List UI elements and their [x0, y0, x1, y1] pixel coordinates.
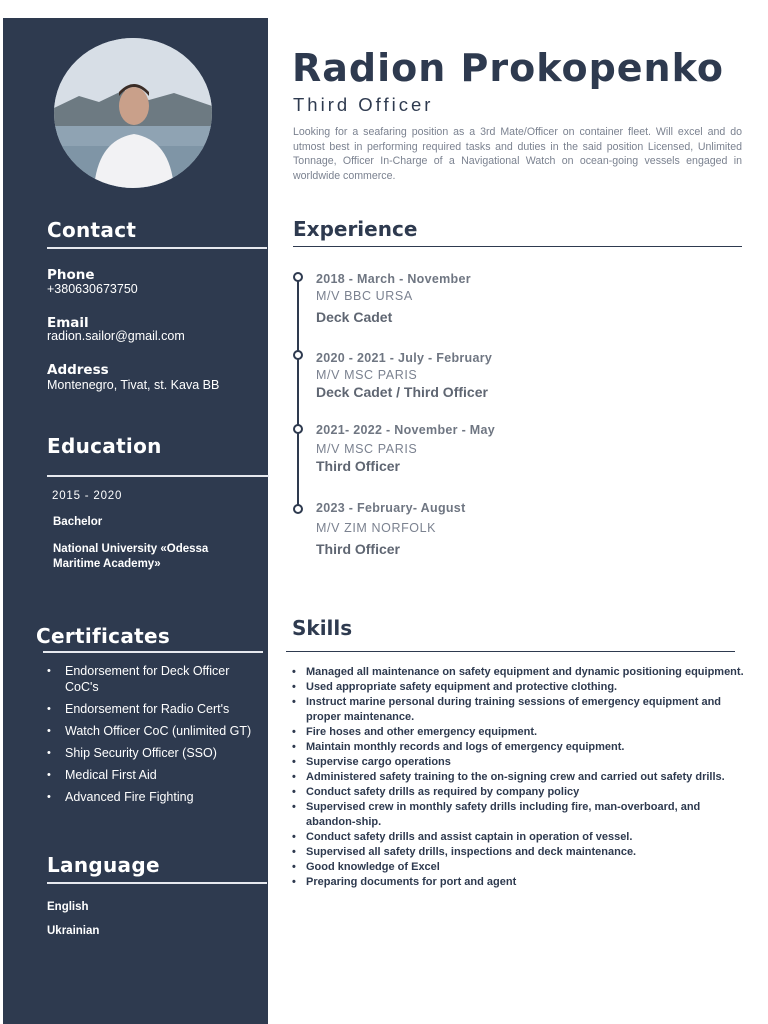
- timeline-dot: [293, 350, 303, 360]
- language-item: Ukrainian: [47, 925, 100, 937]
- skill-item: • Supervised all safety drills, inspections and deck maintenance.: [292, 845, 744, 860]
- experience-ship: M/V MSC PARIS: [316, 368, 418, 382]
- certificates-heading: Certificates: [36, 624, 171, 648]
- address-label: Address: [47, 362, 109, 378]
- experience-heading: Experience: [293, 217, 418, 241]
- skills-divider: [286, 651, 735, 652]
- skill-item: • Good knowledge of Excel: [292, 860, 744, 875]
- email-label: Email: [47, 315, 89, 331]
- certificate-item: • Watch Officer CoC (unlimited GT): [47, 723, 257, 739]
- certificate-item: • Advanced Fire Fighting: [47, 789, 257, 805]
- skill-item: • Fire hoses and other emergency equipment.: [292, 725, 744, 740]
- timeline-dot: [293, 504, 303, 514]
- skill-item: • Preparing documents for port and agent: [292, 875, 744, 890]
- contact-divider: [47, 247, 267, 249]
- skill-item: • Maintain monthly records and logs of emergency equipment.: [292, 740, 744, 755]
- education-school: National University «Odessa Maritime Academy»: [53, 543, 209, 570]
- experience-divider: [293, 246, 742, 247]
- skill-item: • Managed all maintenance on safety equipment and dynamic positioning equipment.: [292, 665, 744, 680]
- experience-date: 2020 - 2021 - July - February: [316, 351, 493, 365]
- phone-value[interactable]: +380630673750: [47, 282, 138, 296]
- education-heading: Education: [47, 434, 162, 458]
- experience-title: Third Officer: [316, 541, 401, 557]
- education-degree: Bachelor: [53, 516, 103, 528]
- experience-title: Deck Cadet: [316, 309, 393, 325]
- skills-list: [292, 665, 744, 890]
- education-divider: [47, 475, 269, 477]
- skill-item: • Supervise cargo operations: [292, 755, 744, 770]
- skill-item: • Used appropriate safety equipment and protective clothing.: [292, 680, 744, 695]
- skill-item: • Administered safety training to the on-signing crew and carried out safety drills.: [292, 770, 744, 785]
- contact-heading: Contact: [47, 218, 137, 242]
- experience-title: Deck Cadet / Third Officer: [316, 384, 488, 400]
- experience-date: 2018 - March - November: [316, 272, 471, 286]
- experience-title: Third Officer: [316, 458, 401, 474]
- certificate-item: • Endorsement for Radio Cert's: [47, 701, 257, 717]
- certificate-item: • Endorsement for Deck Officer CoC's: [47, 663, 257, 695]
- profile-photo: [54, 38, 212, 188]
- timeline-dot: [293, 272, 303, 282]
- full-name: Radion Prokopenko: [292, 46, 724, 90]
- phone-label: Phone: [47, 267, 95, 283]
- timeline-dot: [293, 424, 303, 434]
- language-item: English: [47, 901, 89, 913]
- sidebar: [3, 18, 268, 1024]
- experience-date: 2021- 2022 - November - May: [316, 423, 496, 437]
- job-title: Third Officer: [293, 94, 434, 115]
- email-value[interactable]: radion.sailor@gmail.com: [47, 329, 185, 343]
- skills-heading: Skills: [292, 616, 353, 640]
- experience-ship: M/V MSC PARIS: [316, 442, 418, 456]
- skill-item: • Instruct marine personal during training sessions of emergency equipment and proper maintenance.: [292, 695, 744, 725]
- profile-summary: Looking for a seafaring position as a 3rd Mate/Officer on container fleet. Will excel and do utmost best in performing required tasks and duties in the said position Licensed, Unlimited Tonnage, Officer In-Charge of a Navigational Watch on ocean-going vessels engaged in worldwide commerce.: [293, 126, 742, 182]
- certificates-list: [47, 663, 257, 811]
- experience-ship: M/V ZIM NORFOLK: [316, 521, 437, 535]
- skill-item: • Conduct safety drills as required by company policy: [292, 785, 744, 800]
- certificates-divider: [43, 651, 263, 653]
- timeline-line: [297, 278, 299, 510]
- experience-date: 2023 - February- August: [316, 501, 466, 515]
- skill-item: • Conduct safety drills and assist captain in operation of vessel.: [292, 830, 744, 845]
- language-heading: Language: [47, 853, 160, 877]
- certificate-item: • Ship Security Officer (SSO): [47, 745, 257, 761]
- address-value: Montenegro, Tivat, st. Kava BB: [47, 378, 220, 392]
- skill-item: • Supervised crew in monthly safety drills including fire, man-overboard, and abandon-ship.: [292, 800, 744, 830]
- education-years: 2015 - 2020: [52, 490, 123, 502]
- certificate-item: • Medical First Aid: [47, 767, 257, 783]
- experience-ship: M/V BBC URSA: [316, 289, 413, 303]
- language-divider: [47, 882, 267, 884]
